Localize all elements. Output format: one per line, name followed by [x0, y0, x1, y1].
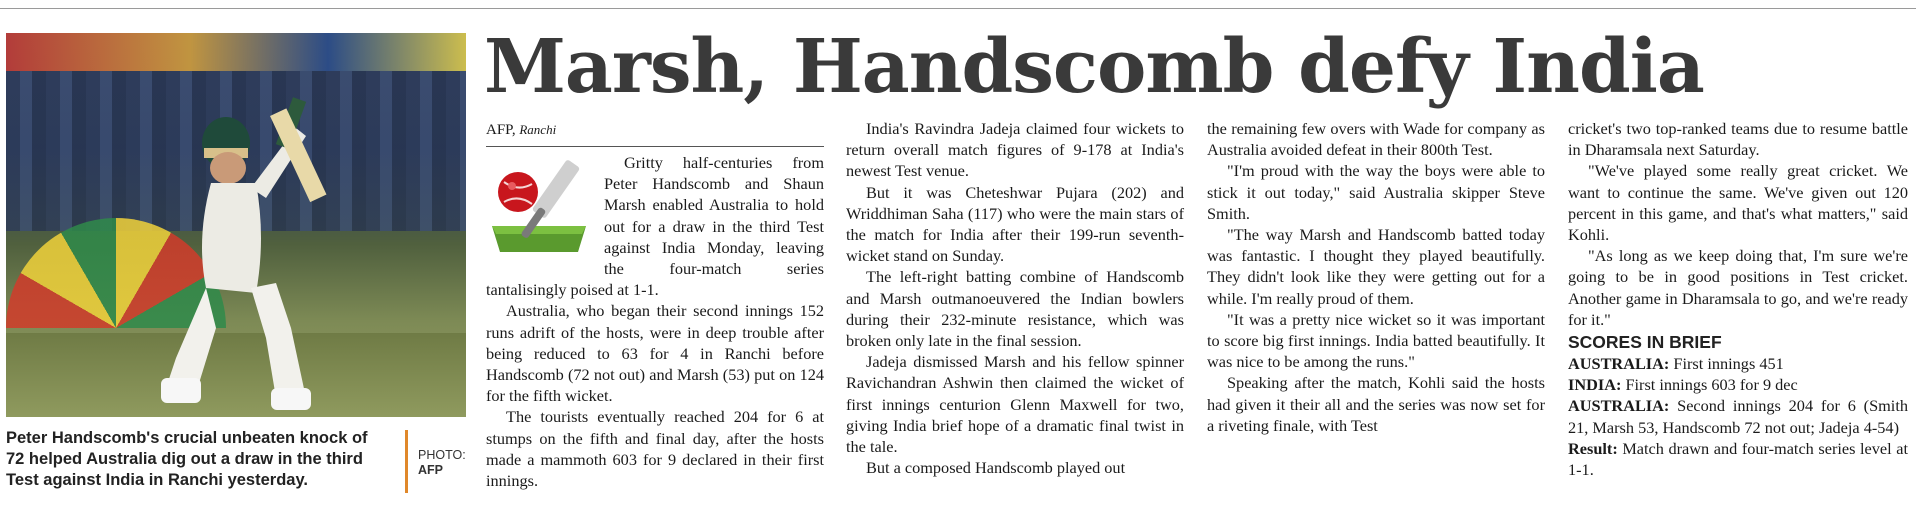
- score-text: Second innings 204 for 6 (Smith 21, Marsh 53, Handscomb 72 not out; Jadeja 4-54): [1568, 396, 1908, 437]
- dateline: [486, 122, 824, 147]
- article-paragraph: But a composed Handscomb played out: [866, 458, 1126, 478]
- article-paragraph: India's Ravindra Jadeja claimed four wickets to return overall match figures of 9-178 at India's newest Test venue.: [846, 119, 1184, 181]
- score-row: [1568, 374, 1908, 395]
- article-paragraph: "It was a pretty nice wicket so it was important to score big first innings. India batted beautifully. It was nice to be among the runs.": [1207, 309, 1545, 372]
- article-paragraph: Gritty half-centuries from Peter Handscomb and Shaun Marsh enabled Australia to hold out for a draw in the third Test against India Monday, leaving the four-match series tantalisingly poised at 1-1.: [486, 153, 824, 300]
- scores-heading: SCORES IN BRIEF: [1568, 332, 1722, 353]
- headline: Marsh, Handscomb defy India: [484, 24, 1704, 110]
- score-label: Result:: [1568, 438, 1618, 458]
- article-column-3: [1207, 118, 1545, 436]
- photo-credit-source: AFP: [418, 463, 443, 477]
- article-paragraph: The tourists eventually reached 204 for 6 at stumps on the fifth and final day, after the hosts made a mammoth 603 for 9 declared in their first innings.: [486, 407, 824, 491]
- news-photo: [6, 33, 466, 417]
- photo-credit-label: PHOTO:: [418, 448, 466, 462]
- batsman-figure: [156, 88, 356, 417]
- article-paragraph: the remaining few overs with Wade for company as Australia avoided defeat in their 800th Test.: [1207, 119, 1545, 160]
- article-paragraph: "I'm proud with the way the boys were able to stick it out today," said Australia skipper Steve Smith.: [1207, 161, 1545, 223]
- article-paragraph: Speaking after the match, Kohli said the hosts had given it their all and the series was now set for a riveting finale, with Test: [1207, 373, 1545, 435]
- score-row: [1568, 395, 1908, 437]
- photo-credit: [418, 448, 466, 478]
- article-column-4: [1568, 118, 1908, 480]
- article-paragraph: "We've played some really great cricket. We want to continue the same. We've given out 120 percent in this game, and that's what matters," said Kohli.: [1568, 161, 1908, 245]
- top-rule: [0, 8, 1916, 9]
- article-column-1: [486, 152, 824, 491]
- dateline-agency: AFP,: [486, 122, 516, 138]
- cricket-ball-bat-icon: [486, 154, 594, 264]
- article-paragraph: Australia, who began their second innings 152 runs adrift of the hosts, were in deep trouble after being reduced to 63 for 4 in Ranchi before Handscomb (72 not out) and Marsh (53) put on 124 for the fifth wicket.: [486, 301, 824, 406]
- article-paragraph: The left-right batting combine of Handscomb and Marsh outmanoeuvered the Indian bowlers during their 232-minute resistance, which was broken only late in the final session.: [846, 267, 1184, 351]
- article-paragraph: "The way Marsh and Handscomb batted today was fantastic. I thought they played beautifully. They didn't look like they were getting out for a while. I'm really proud of them.: [1207, 225, 1545, 308]
- article-paragraph: Jadeja dismissed Marsh and his fellow spinner Ravichandran Ashwin then claimed the wicket of first innings centurion Glenn Maxwell for two, giving India brief hope of a dramatic final twist in the tale.: [846, 352, 1184, 457]
- score-text: First innings 451: [1669, 354, 1784, 374]
- score-label: AUSTRALIA:: [1568, 354, 1670, 374]
- photo-caption: Peter Handscomb's crucial unbeaten knock of 72 helped Australia dig out a draw in the third Test against India in Ranchi yesterday.: [6, 429, 368, 489]
- credit-divider: [405, 430, 408, 493]
- score-label: AUSTRALIA:: [1568, 396, 1670, 416]
- score-label: INDIA:: [1568, 375, 1622, 395]
- score-text: First innings 603 for 9 dec: [1621, 375, 1798, 395]
- score-text: Match drawn and four-match series level at 1-1.: [1568, 438, 1908, 480]
- score-row: [1568, 438, 1908, 480]
- article-paragraph: cricket's two top-ranked teams due to resume battle in Dharamsala next Saturday.: [1568, 119, 1908, 160]
- article-column-2: [846, 118, 1184, 478]
- score-row: [1568, 353, 1908, 374]
- dateline-place: Ranchi: [519, 122, 557, 137]
- article-paragraph: But it was Cheteshwar Pujara (202) and Wriddhiman Saha (117) who were the main stars of the match for India after their 199-run seventh-wicket stand on Sunday.: [846, 182, 1184, 266]
- article-paragraph: "As long as we keep doing that, I'm sure we're going to be in good positions in Test cricket. Another game in Dharamsala to go, and we're ready for it.": [1568, 246, 1908, 329]
